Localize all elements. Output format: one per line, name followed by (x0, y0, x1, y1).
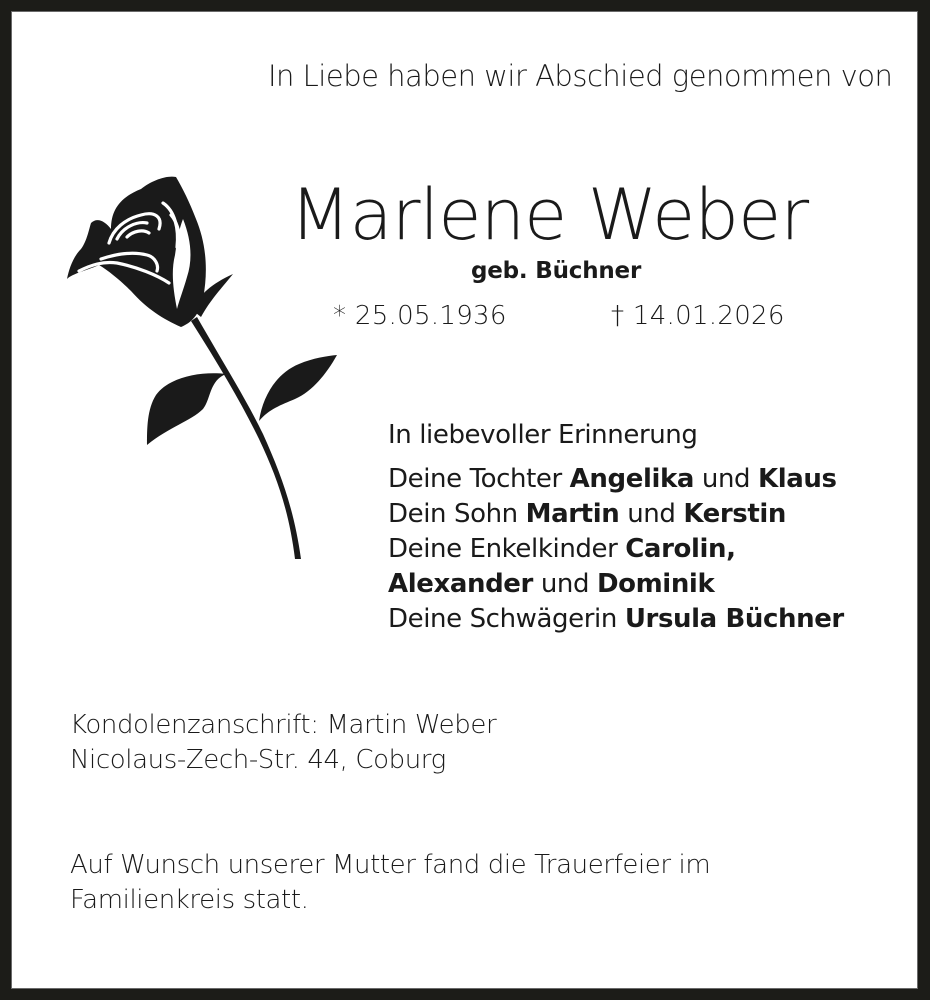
family-line-daughter (388, 462, 844, 497)
intro-text: In Liebe haben wir Abschied genommen von (268, 59, 893, 93)
maiden-name: geb. Büchner (471, 258, 642, 284)
family-list (388, 416, 844, 637)
closing-note (70, 848, 710, 918)
family-name: Kerstin (683, 499, 787, 529)
relation-label: Deine Tochter (388, 464, 570, 494)
family-line-grandchildren-cont (388, 567, 844, 602)
family-line-son (388, 497, 844, 532)
relation-label: Deine Schwägerin (388, 604, 625, 634)
birth-date: * 25.05.1936 (333, 301, 507, 331)
death-date: † 14.01.2026 (611, 301, 785, 331)
joiner: und (694, 464, 759, 494)
family-line-sister-in-law (388, 602, 844, 637)
condolence-address-line2: Nicolaus-Zech-Str. 44, Coburg (70, 745, 446, 775)
memory-heading: In liebevoller Erinnerung (388, 420, 698, 450)
family-name: Carolin, (625, 534, 736, 564)
joiner: und (532, 569, 597, 599)
joiner: und (619, 499, 684, 529)
family-line-grandchildren (388, 532, 844, 567)
family-name: Alexander (388, 569, 533, 599)
deceased-name: Marlene Weber (290, 174, 809, 256)
family-name: Klaus (758, 464, 837, 494)
closing-note-line1: Auf Wunsch unserer Mutter fand die Trauerfeier im (70, 850, 711, 880)
family-name: Angelika (569, 464, 695, 494)
closing-note-line2: Familienkreis statt. (70, 885, 309, 915)
condolence-address-line1: Kondolenzanschrift: Martin Weber (70, 710, 497, 740)
family-name: Martin (525, 499, 620, 529)
family-name: Dominik (596, 569, 715, 599)
relation-label: Deine Enkelkinder (388, 534, 626, 564)
condolence-address (70, 708, 496, 778)
obituary-card (11, 11, 918, 989)
relation-label: Dein Sohn (388, 499, 526, 529)
family-name: Ursula Büchner (624, 604, 844, 634)
